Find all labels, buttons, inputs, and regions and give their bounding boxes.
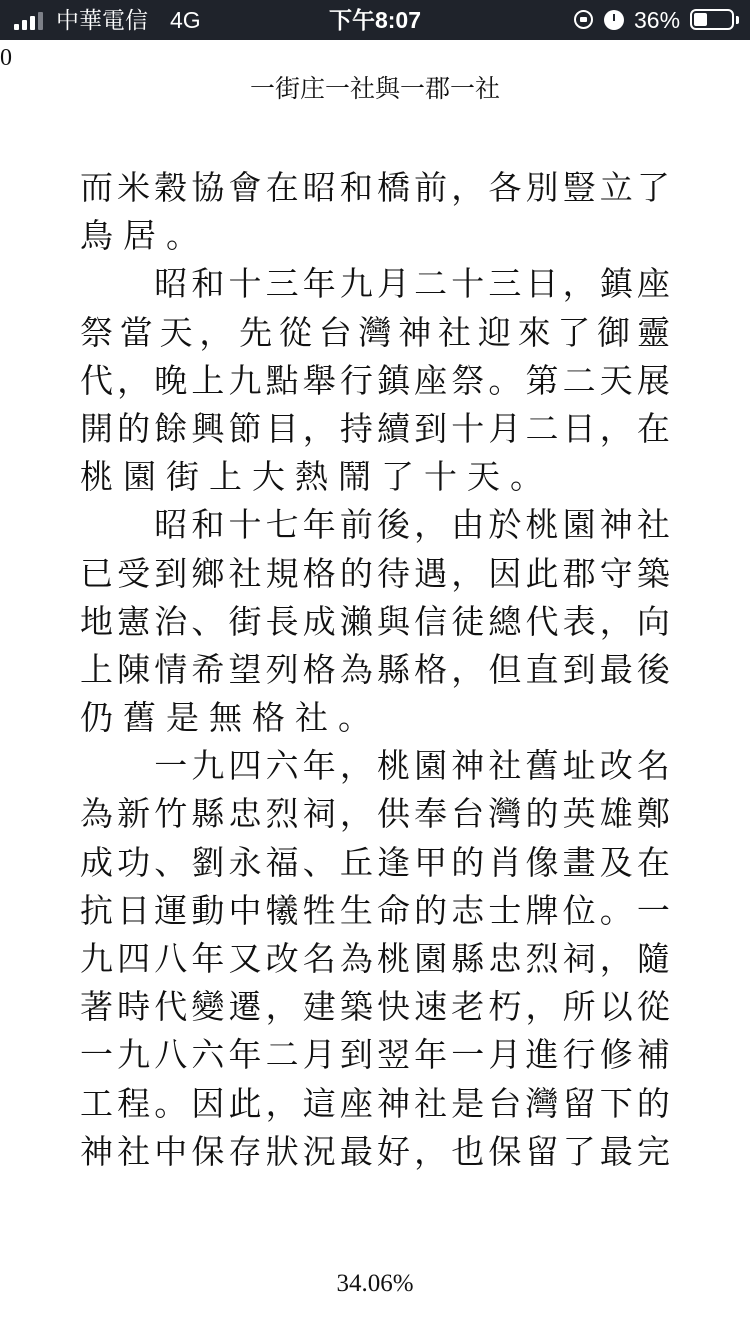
text-line: 昭 和 十 三 年 九 月 二 十 三 日 ， 鎮 座 (154, 264, 670, 304)
text-line: 已 受 到 鄉 社 規 格 的 待 遇 ， 因 此 郡 守 築 (80, 553, 670, 593)
status-time: 下午8:07 (328, 7, 422, 33)
text-line: 工 程 。 因 此 ， 這 座 神 社 是 台 灣 留 下 的 (80, 1083, 670, 1123)
battery-tip (736, 16, 739, 24)
carrier-name: 中華電信 (56, 7, 148, 33)
chapter-title: 一街庄一社與一郡一社 (249, 74, 500, 103)
battery-fill (694, 13, 707, 26)
text-line: 著 時 代 變 遷 ， 建 築 快 速 老 朽 ， 所 以 從 (80, 987, 670, 1027)
text-line: 成 功 、 劉 永 福 、 丘 逢 甲 的 肖 像 畫 及 在 (80, 842, 670, 882)
text-line: 代 ， 晚 上 九 點 舉 行 鎮 座 祭 。 第 二 天 展 (80, 360, 670, 400)
battery-icon (690, 9, 734, 30)
status-bar (0, 0, 750, 40)
text-line: 上 陳 情 希 望 列 格 為 縣 格 ， 但 直 到 最 後 (80, 649, 670, 689)
text-line: 鳥 居 。 (80, 216, 199, 256)
battery-percent: 36% (634, 7, 681, 33)
orientation-lock-icon (574, 10, 593, 29)
alarm-icon (604, 10, 624, 30)
text-line: 為 新 竹 縣 忠 烈 祠 ， 供 奉 台 灣 的 英 雄 鄭 (80, 794, 670, 834)
reading-progress: 34.06% (336, 1270, 414, 1297)
network-type: 4G (170, 7, 201, 33)
text-line: 祭 當 天 ， 先 從 台 灣 神 社 迎 來 了 御 靈 (80, 312, 670, 352)
page-index: 0 (0, 45, 12, 71)
text-line: 開 的 餘 興 節 目 ， 持 續 到 十 月 二 日 ， 在 (80, 408, 670, 448)
text-line: 抗 日 運 動 中 犧 牲 生 命 的 志 士 牌 位 。 一 (80, 890, 670, 930)
text-line: 仍 舊 是 無 格 社 。 (80, 698, 371, 738)
text-line: 九 四 八 年 又 改 名 為 桃 園 縣 忠 烈 祠 ， 隨 (80, 939, 670, 978)
reader-text-body[interactable] (80, 164, 670, 1176)
text-line: 神 社 中 保 存 狀 況 最 好 ， 也 保 留 了 最 完 (80, 1131, 670, 1171)
text-line: 而 米 穀 協 會 在 昭 和 橋 前 ， 各 別 豎 立 了 (80, 168, 670, 207)
text-line: 一 九 四 六 年 ， 桃 園 神 社 舊 址 改 名 (154, 746, 670, 786)
text-line: 地 憲 治 、 街 長 成 瀨 與 信 徒 總 代 表 ， 向 (80, 601, 670, 641)
text-line: 桃 園 街 上 大 熱 鬧 了 十 天 。 (80, 457, 543, 497)
text-line: 一 九 八 六 年 二 月 到 翌 年 一 月 進 行 修 補 (80, 1035, 670, 1075)
text-line: 昭 和 十 七 年 前 後 ， 由 於 桃 園 神 社 (154, 505, 670, 545)
